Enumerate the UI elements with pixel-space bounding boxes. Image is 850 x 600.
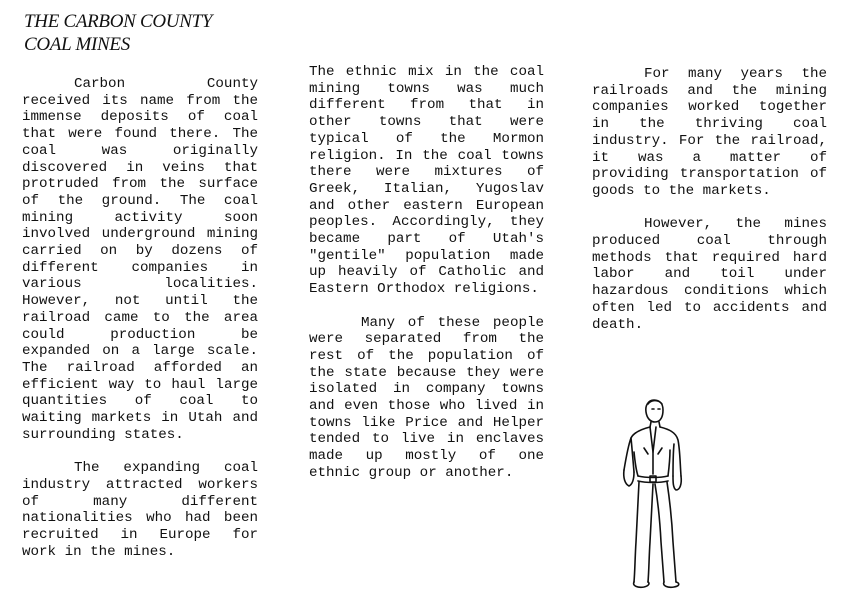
- left-column: [22, 76, 258, 560]
- middle-paragraph-2: Many of these people were separated from the rest of the population of the state because they were isolated in company towns and even those who lived in towns like Price and Helper tended to live in enclaves made up mostly of one ethnic group or another.: [309, 314, 544, 481]
- middle-paragraph-1: The ethnic mix in the coal mining towns was much different from that in other towns that were typical of the Mormon religion. In the coal towns there were mixtures of Greek, Italian, Yugoslav and other eastern European peoples. Accordingly, they became part of Utah's "gentile" population made up heavily of Catholic and Eastern Orthodox religions.: [309, 64, 544, 298]
- right-paragraph-2: However, the mines produced coal through methods that required hard labor and toil under hazardous conditions which often led to accidents and death.: [592, 216, 827, 333]
- title-line-1: THE CARBON COUNTY: [24, 11, 213, 32]
- left-paragraph-1: Carbon County received its name from the immense deposits of coal that were found there. The coal was originally discovered in veins that protruded from the surface of the ground. The coal mining activity soon involved underground mining carried on by dozens of different companies in various localities. However, not until the railroad came to the area could production be expanded on a large scale. The railroad afforded an efficient way to haul large quantities of coal to waiting markets in Utah and surrounding states.: [22, 76, 258, 443]
- right-column: [592, 66, 827, 333]
- right-paragraph-1: For many years the railroads and the mining companies worked together in the thriving coal industry. For the railroad, it was a matter of providing transportation of goods to the markets.: [592, 66, 827, 199]
- left-paragraph-2: The expanding coal industry attracted workers of many different nationalities who had been recruited in Europe for work in the mines.: [22, 460, 258, 560]
- title-line-2: COAL MINES: [24, 34, 130, 55]
- middle-column: [309, 64, 544, 482]
- page-title: [24, 10, 212, 56]
- coal-miner-sketch-icon: [604, 392, 696, 592]
